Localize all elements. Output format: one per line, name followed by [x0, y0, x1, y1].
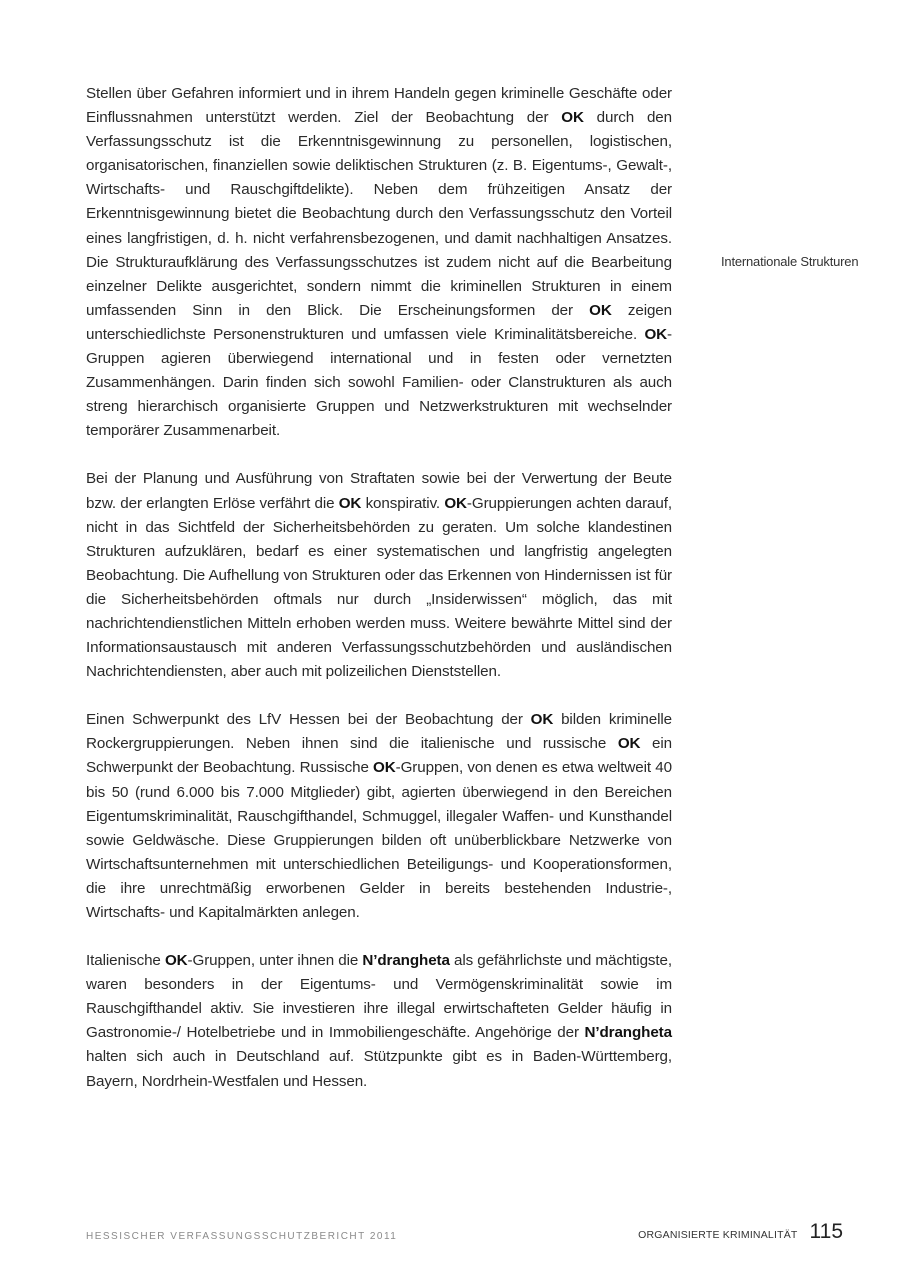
paragraph-4	[86, 949, 672, 1094]
text-run: bilden kriminelle Rockergruppierungen. Neben ihnen sind die italienische und russische	[86, 711, 672, 753]
margin-note: Internationale Strukturen	[721, 254, 859, 269]
text-run: konspirativ.	[361, 494, 445, 512]
footer-right	[638, 1220, 843, 1244]
emphasis-term: OK	[373, 759, 396, 777]
text-run: durch den Verfassungsschutz ist die Erkenntnisgewinnung zu personellen, logistischen, organisatorischen, finanziellen sowie deliktischen Strukturen (z. B. Eigentums-, Gewalt-, Wirtschafts- und Rauschgiftdelikte). Neben dem frühzeitigen Ansatz der Erkenntnisgewinnung bietet die Beobachtung durch den Verfassungsschutz den Vorteil eines langfristigen, d. h. nicht verfahrensbezogenen, und damit nachhaltigen Ansatzes. Die Strukturaufklärung des Verfassungsschutzes ist zudem nicht auf die Bearbeitung einzelner Delikte ausgerichtet, sondern nimmt die kriminellen Strukturen in einem umfassenden Sinn in den Blick. Die Erscheinungsformen der	[86, 109, 672, 319]
text-run: ein Schwerpunkt der Beobachtung. Russische	[86, 735, 672, 777]
body-text	[86, 82, 672, 1094]
text-run: Einen Schwerpunkt des LfV Hessen bei der Beobachtung der	[86, 711, 531, 729]
footer-section-title: ORGANISIERTE KRIMINALITÄT	[638, 1229, 798, 1241]
emphasis-term: OK	[530, 711, 554, 729]
text-run: -Gruppen agieren überwiegend international und in festen oder vernetzten Zusammenhängen. Darin finden sich sowohl Familien- oder Clanstrukturen als auch streng hierarchisch organisierte Gruppen und Netzwerkstrukturen mit wechselnder temporärer Zusammenarbeit.	[86, 325, 672, 440]
emphasis-term: OK	[444, 494, 467, 512]
paragraph-2	[86, 467, 672, 684]
text-run: Bei der Planung und Ausführung von Straftaten sowie bei der Verwertung der Beute bzw. der erlangten Erlöse verfährt die	[86, 470, 672, 512]
emphasis-term: N’drangheta	[584, 1024, 672, 1042]
emphasis-term: N’drangheta	[362, 952, 450, 970]
page-number: 115	[809, 1220, 843, 1243]
paragraph-3	[86, 708, 672, 925]
emphasis-term: OK	[617, 735, 641, 753]
emphasis-term: OK	[164, 952, 188, 970]
text-run: -Gruppen, von denen es etwa weltweit 40 bis 50 (rund 6.000 bis 7.000 Mitglieder) gibt, agierten überwiegend in den Bereichen Eigentumskriminalität, Rauschgifthandel, Schmuggel, illegaler Waffen- und Kunsthandel sowie Geldwäsche. Diese Gruppierungen bilden oft unüberblickbare Netzwerke von Wirtschaftsunternehmen mit unterschiedlichen Beteiligungs- und Kooperationsformen, die ihre unrechtmäßig erworbenen Gelder in bereits bestehenden Industrie-, Wirtschafts- und Kapitalmärkten anlegen.	[86, 759, 672, 921]
text-run: zeigen unterschiedlichste Personenstrukturen und umfassen viele Kriminalitätsbereiche.	[86, 301, 673, 343]
text-run: Stellen über Gefahren informiert und in ihrem Handeln gegen kriminelle Geschäfte oder Einflussnahmen unterstützt werden. Ziel der Beobachtung der	[86, 85, 672, 127]
paragraph-1	[86, 82, 672, 443]
text-run: als gefährlichste und mächtigste, waren besonders in der Eigentums- und Vermögenskriminalität sowie im Rauschgifthandel aktiv. Sie investieren ihre illegal erwirtschafteten Gelder häufig in Gastronomie-/ Hotelbetriebe und in Immobiliengeschäfte. Angehörige der	[86, 952, 672, 1042]
text-run: halten sich auch in Deutschland auf. Stützpunkte gibt es in Baden-Württemberg, Bayern, Nordrhein-Westfalen und Hessen.	[86, 1048, 672, 1090]
footer-publication-title: HESSISCHER VERFASSUNGSSCHUTZBERICHT 2011	[86, 1231, 398, 1242]
emphasis-term: OK	[338, 494, 362, 512]
emphasis-term: OK	[589, 301, 612, 319]
text-run: -Gruppen, unter ihnen die	[187, 952, 363, 970]
text-run: Italienische	[86, 952, 165, 970]
emphasis-term: OK	[561, 109, 584, 127]
text-run: -Gruppierungen achten darauf, nicht in das Sichtfeld der Sicherheitsbehörden zu geraten. Um solche klandestinen Strukturen aufzuklären, bedarf es einer systematischen und langfristig angelegten Beobachtung. Die Aufhellung von Strukturen oder das Erkennen von Hindernissen ist für die Sicherheitsbehörden oftmals nur durch „Insiderwissen“ möglich, das mit nachrichtendienstlichen Mitteln erhoben werden muss. Weitere bewährte Mittel sind der Informationsaustausch mit anderen Verfassungsschutzbehörden und ausländischen Nachrichtendiensten, aber auch mit polizeilichen Dienststellen.	[86, 494, 672, 681]
emphasis-term: OK	[644, 325, 668, 343]
